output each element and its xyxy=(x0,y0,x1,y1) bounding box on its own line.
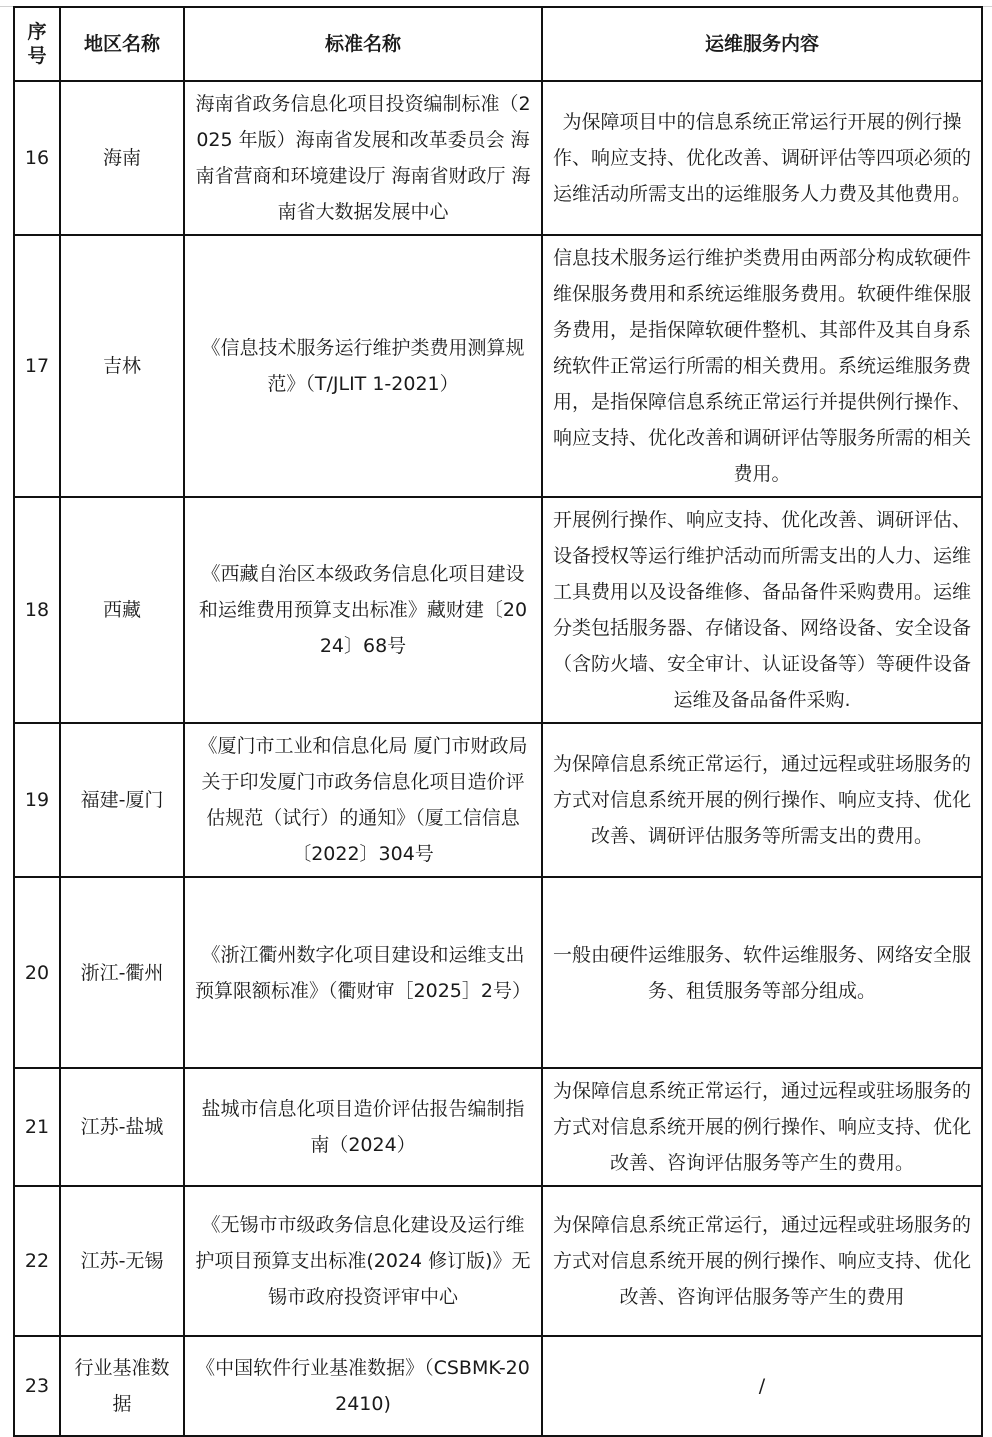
header-content: 运维服务内容 xyxy=(542,7,982,81)
cell-region: 江苏-无锡 xyxy=(60,1186,184,1336)
table-row xyxy=(14,1186,982,1336)
cell-number: 18 xyxy=(14,497,60,723)
table-row xyxy=(14,723,982,877)
cell-standard: 海南省政务信息化项目投资编制标准（2025 年版）海南省发展和改革委员会 海南省营商和环境建设厅 海南省财政厅 海南省大数据发展中心 xyxy=(184,81,542,235)
cell-region: 行业基准数据 xyxy=(60,1336,184,1436)
cell-region: 浙江-衢州 xyxy=(60,877,184,1068)
standards-table xyxy=(13,6,983,1437)
cell-content: 为保障信息系统正常运行，通过远程或驻场服务的方式对信息系统开展的例行操作、响应支持、优化改善、调研评估服务等所需支出的费用。 xyxy=(542,723,982,877)
table-row xyxy=(14,235,982,497)
table-row xyxy=(14,497,982,723)
cell-standard: 盐城市信息化项目造价评估报告编制指南（2024） xyxy=(184,1068,542,1186)
cell-number: 17 xyxy=(14,235,60,497)
header-standard: 标准名称 xyxy=(184,7,542,81)
cell-region: 西藏 xyxy=(60,497,184,723)
cell-content: 一般由硬件运维服务、软件运维服务、网络安全服务、租赁服务等部分组成。 xyxy=(542,877,982,1068)
cell-number: 21 xyxy=(14,1068,60,1186)
cell-content: 为保障信息系统正常运行，通过远程或驻场服务的方式对信息系统开展的例行操作、响应支持、优化改善、咨询评估服务等产生的费用。 xyxy=(542,1068,982,1186)
cell-number: 23 xyxy=(14,1336,60,1436)
cell-content: 信息技术服务运行维护类费用由两部分构成软硬件维保服务费用和系统运维服务费用。软硬件维保服务费用，是指保障软硬件整机、其部件及其自身系统软件正常运行所需的相关费用。系统运维服务费用，是指保障信息系统正常运行并提供例行操作、响应支持、优化改善和调研评估等服务所需的相关费用。 xyxy=(542,235,982,497)
cell-content: 开展例行操作、响应支持、优化改善、调研评估、设备授权等运行维护活动而所需支出的人力、运维工具费用以及设备维修、备品备件采购费用。运维分类包括服务器、存储设备、网络设备、安全设备（含防火墙、安全审计、认证设备等）等硬件设备运维及备品备件采购. xyxy=(542,497,982,723)
cell-standard: 《无锡市市级政务信息化建设及运行维护项目预算支出标准(2024 修订版)》无锡市政府投资评审中心 xyxy=(184,1186,542,1336)
cell-region: 江苏-盐城 xyxy=(60,1068,184,1186)
cell-standard: 《厦门市工业和信息化局 厦门市财政局关于印发厦门市政务信息化项目造价评估规范（试行）的通知》（厦工信信息〔2022〕304号 xyxy=(184,723,542,877)
table-row xyxy=(14,1068,982,1186)
cell-content: / xyxy=(542,1336,982,1436)
cell-number: 22 xyxy=(14,1186,60,1336)
cell-region: 吉林 xyxy=(60,235,184,497)
table-row xyxy=(14,1336,982,1436)
cell-content: 为保障信息系统正常运行，通过远程或驻场服务的方式对信息系统开展的例行操作、响应支持、优化改善、咨询评估服务等产生的费用 xyxy=(542,1186,982,1336)
cell-number: 16 xyxy=(14,81,60,235)
header-number: 序 号 xyxy=(14,7,60,81)
table-header-row xyxy=(14,7,982,81)
cell-number: 20 xyxy=(14,877,60,1068)
cell-standard: 《信息技术服务运行维护类费用测算规范》（T/JLIT 1-2021） xyxy=(184,235,542,497)
table-row xyxy=(14,877,982,1068)
cell-region: 福建-厦门 xyxy=(60,723,184,877)
cell-standard: 《中国软件行业基准数据》（CSBMK-202410) xyxy=(184,1336,542,1436)
cell-number: 19 xyxy=(14,723,60,877)
header-region: 地区名称 xyxy=(60,7,184,81)
cell-standard: 《浙江衢州数字化项目建设和运维支出预算限额标准》（衢财审［2025］2号） xyxy=(184,877,542,1068)
cell-region: 海南 xyxy=(60,81,184,235)
cell-content: 为保障项目中的信息系统正常运行开展的例行操作、响应支持、优化改善、调研评估等四项必须的运维活动所需支出的运维服务人力费及其他费用。 xyxy=(542,81,982,235)
cell-standard: 《西藏自治区本级政务信息化项目建设和运维费用预算支出标准》藏财建〔2024〕68号 xyxy=(184,497,542,723)
table-row xyxy=(14,81,982,235)
